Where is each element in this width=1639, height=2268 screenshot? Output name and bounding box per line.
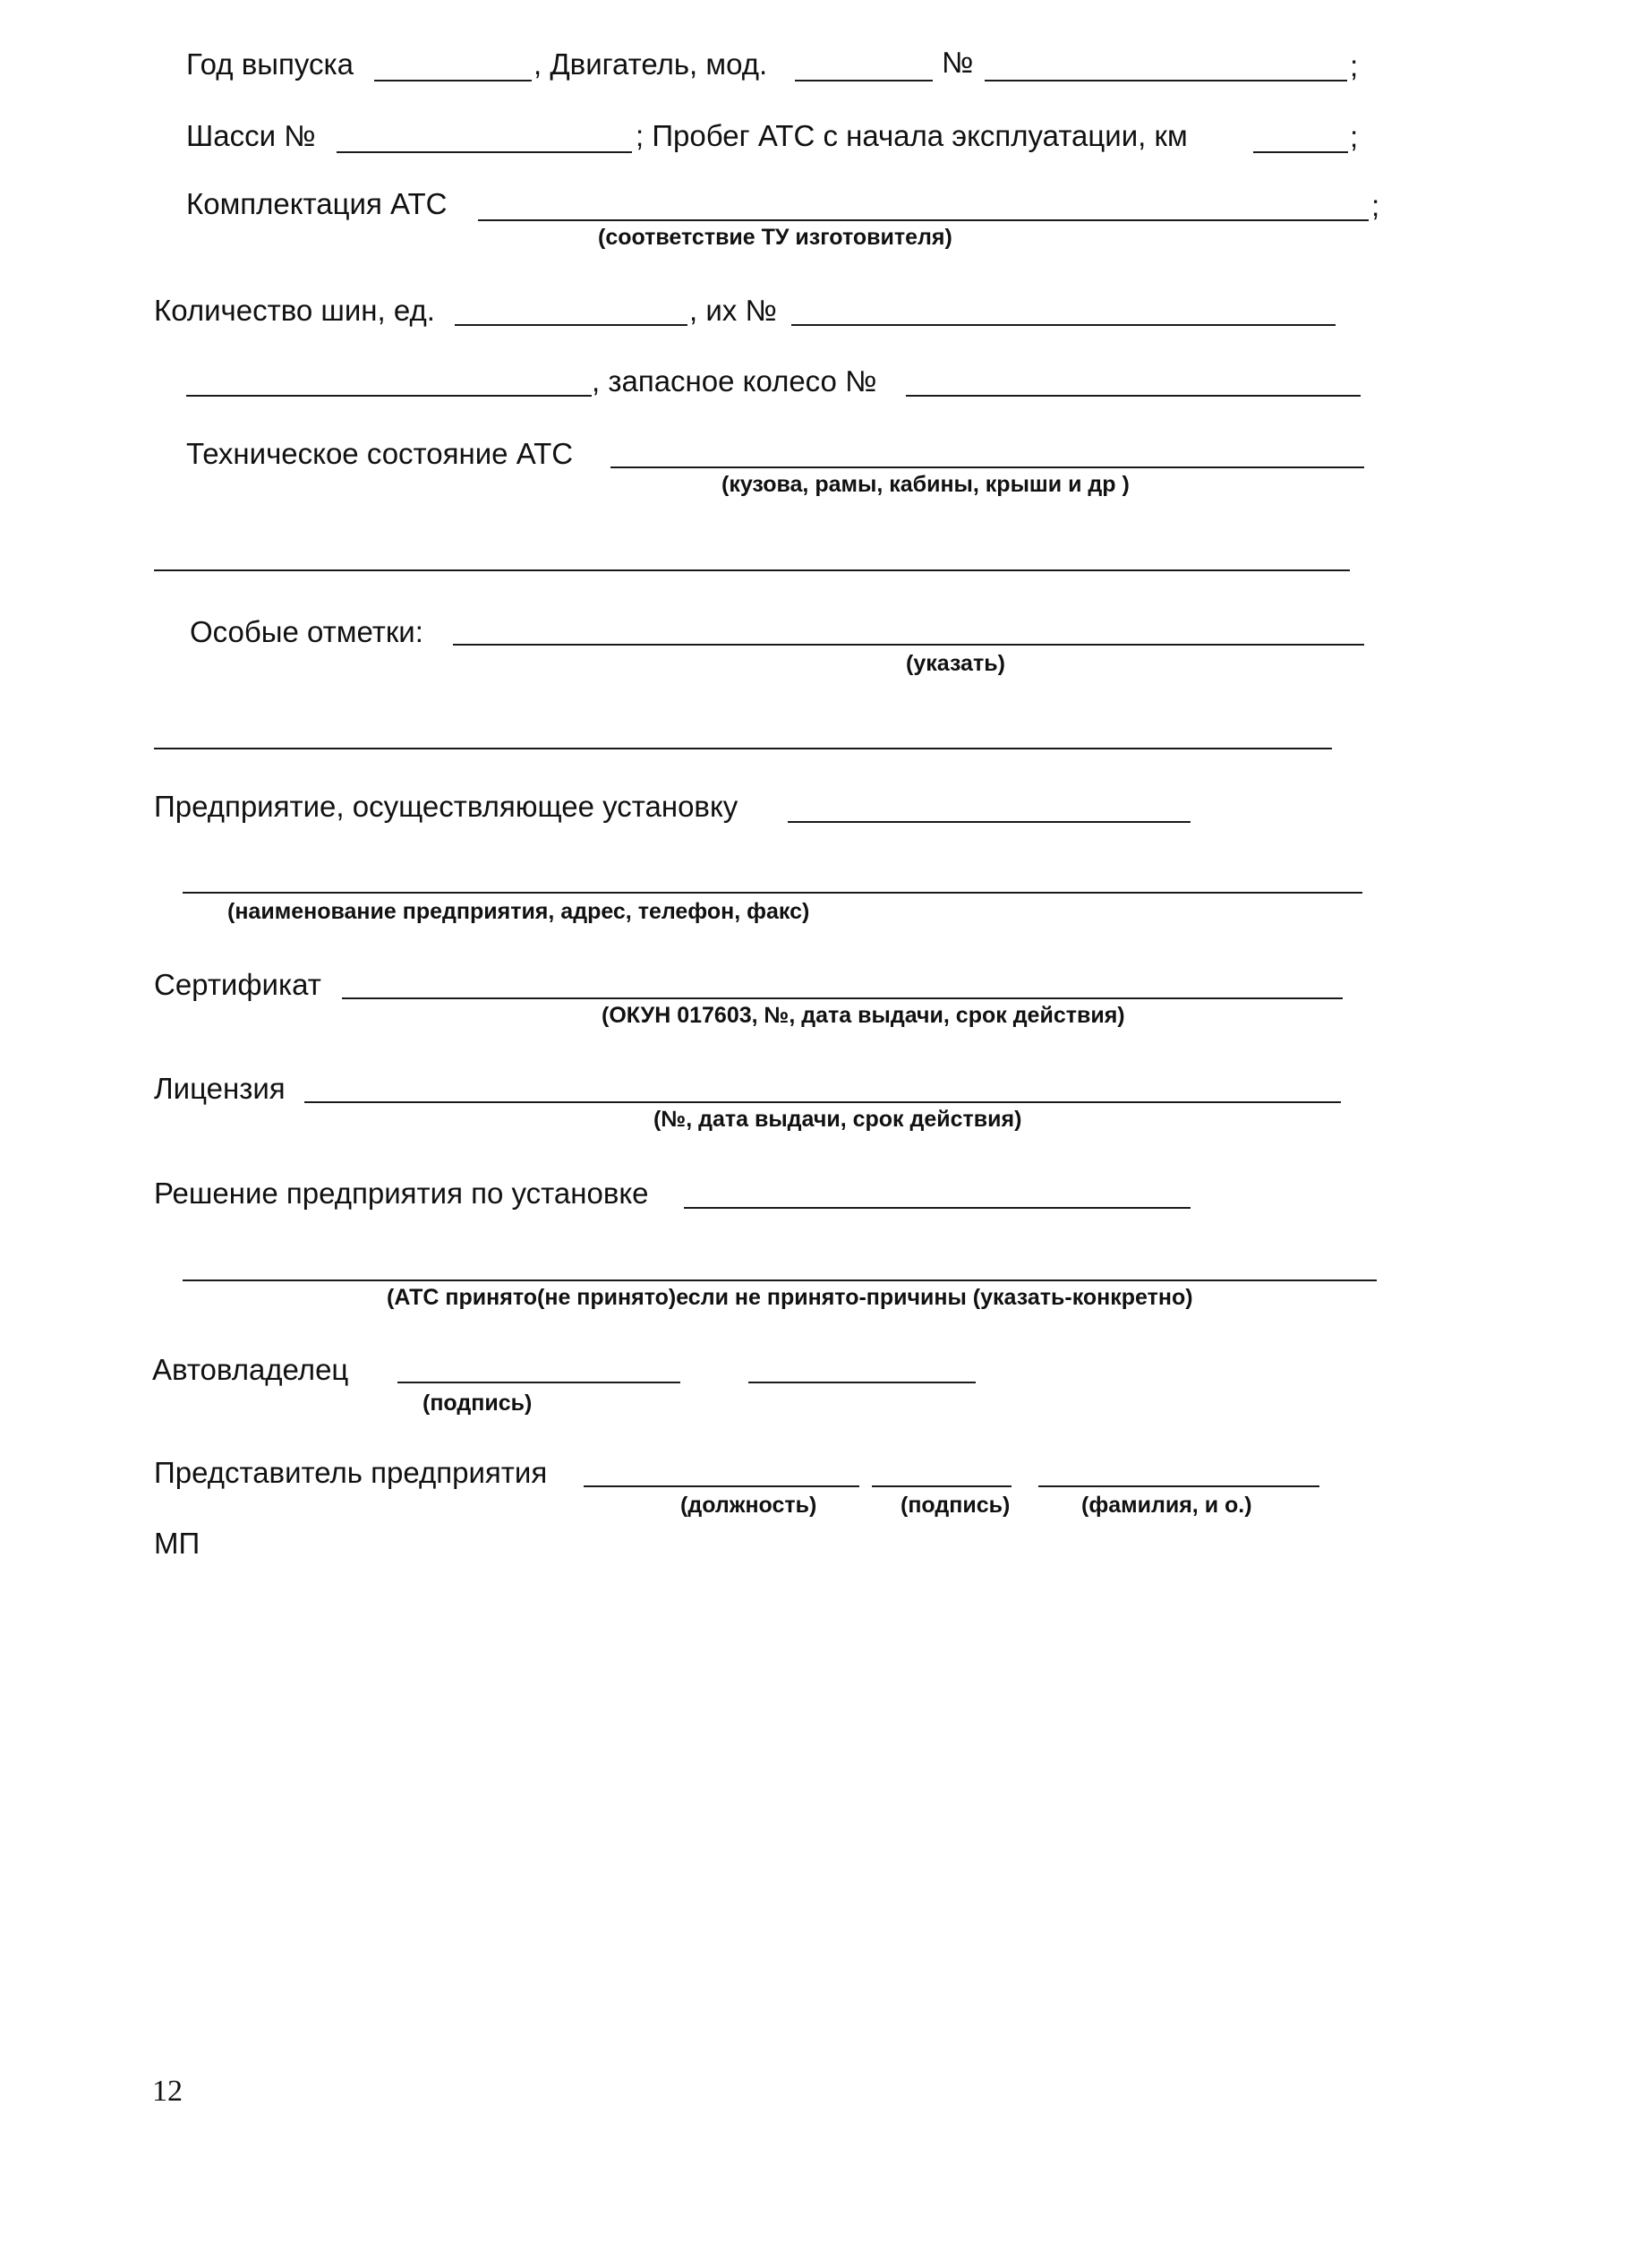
seal-label: МП (154, 1527, 201, 1560)
mileage-label: ; Пробег АТС с начала эксплуатации, км (636, 119, 1188, 152)
condition-caption: (кузова, рамы, кабины, крыши и др ) (721, 472, 1130, 497)
row1-semicolon: ; (1350, 49, 1359, 82)
company-label: Предприятие, осуществляющее установку (154, 790, 738, 823)
condition-field-line[interactable] (610, 466, 1364, 468)
rep-name-line[interactable] (1038, 1485, 1319, 1487)
tires-numbers-label: , их № (689, 294, 777, 327)
chassis-field-line[interactable] (337, 151, 632, 153)
spare-wheel-field-line[interactable] (906, 395, 1361, 397)
notes-caption: (указать) (906, 651, 1005, 676)
rep-signature-caption: (подпись) (901, 1493, 1011, 1518)
row3-semicolon: ; (1371, 189, 1380, 222)
row2-semicolon: ; (1350, 120, 1359, 153)
rep-label: Представитель предприятия (154, 1456, 548, 1489)
rep-position-caption: (должность) (680, 1493, 817, 1518)
decision-label: Решение предприятия по установке (154, 1177, 649, 1210)
tires-numbers-field-line[interactable] (791, 324, 1336, 326)
owner-signature-caption: (подпись) (423, 1391, 533, 1416)
equipment-field-line[interactable] (478, 219, 1369, 221)
engine-label: , Двигатель, мод. (534, 47, 768, 81)
decision-caption: (АТС принято(не принято)если не принято-причины (указать-конкретно) (387, 1285, 1193, 1310)
decision-field-line[interactable] (684, 1207, 1191, 1209)
decision-continuation-line[interactable] (183, 1279, 1377, 1281)
notes-field-line[interactable] (453, 644, 1364, 646)
engine-number-sign: № (942, 46, 974, 79)
year-field-line[interactable] (374, 80, 532, 81)
license-label: Лицензия (154, 1072, 286, 1105)
condition-continuation-line[interactable] (154, 569, 1350, 571)
company-field-line[interactable] (788, 821, 1191, 823)
certificate-caption: (ОКУН 017603, №, дата выдачи, срок действия) (602, 1003, 1125, 1028)
mileage-field-line[interactable] (1253, 151, 1348, 153)
notes-label: Особые отметки: (190, 615, 423, 648)
rep-position-line[interactable] (584, 1485, 859, 1487)
equipment-label: Комплектация АТС (186, 187, 448, 220)
condition-label: Техническое состояние АТС (186, 437, 574, 470)
rep-name-caption: (фамилия, и о.) (1081, 1493, 1252, 1518)
owner-label: Автовладелец (152, 1353, 349, 1386)
notes-continuation-line[interactable] (154, 748, 1332, 749)
tires-count-field-line[interactable] (455, 324, 687, 326)
engine-model-field-line[interactable] (795, 80, 933, 81)
owner-name-line[interactable] (748, 1382, 976, 1383)
company-continuation-line[interactable] (183, 892, 1362, 894)
tires-label: Количество шин, ед. (154, 294, 435, 327)
license-field-line[interactable] (304, 1101, 1341, 1103)
year-label: Год выпуска (186, 47, 354, 81)
owner-signature-line[interactable] (397, 1382, 680, 1383)
rep-signature-line[interactable] (872, 1485, 1012, 1487)
chassis-label: Шасси № (186, 119, 316, 152)
certificate-label: Сертификат (154, 968, 321, 1001)
certificate-field-line[interactable] (342, 997, 1343, 999)
company-caption: (наименование предприятия, адрес, телефон, факс) (227, 899, 810, 924)
page-number: 12 (152, 2075, 183, 2108)
engine-number-field-line[interactable] (985, 80, 1347, 81)
license-caption: (№, дата выдачи, срок действия) (653, 1107, 1022, 1132)
tires-numbers-continuation-line[interactable] (186, 395, 592, 397)
spare-wheel-label: , запасное колесо № (592, 364, 877, 398)
equipment-caption: (соответствие ТУ изготовителя) (598, 225, 952, 250)
